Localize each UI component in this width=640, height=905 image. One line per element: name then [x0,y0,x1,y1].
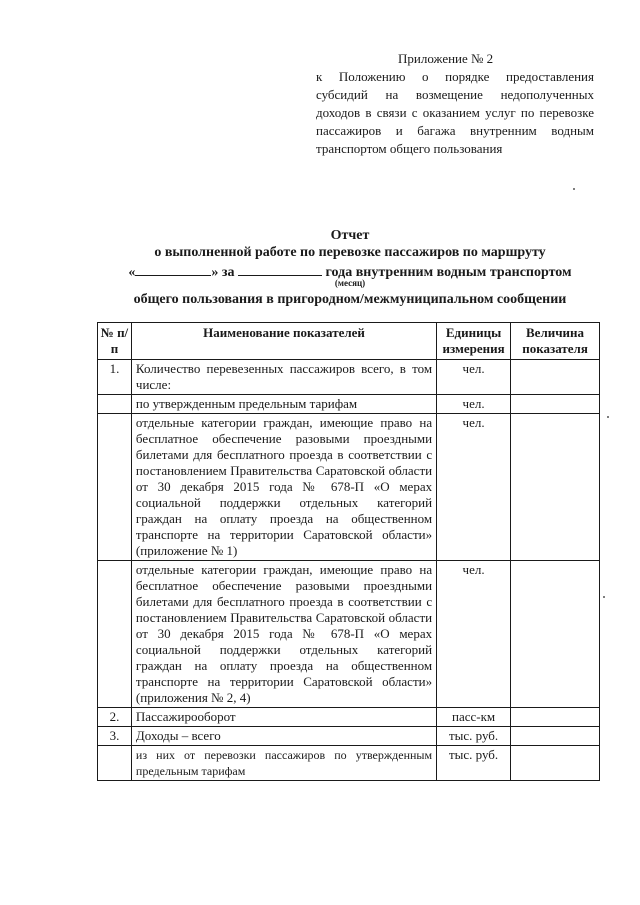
route-open-quote: « [128,265,136,280]
row-name: отдельные категории граждан, имеющие право на бесплатное обеспечение разовыми проездными билетами для бесплатного проезда в соответствии с постановлением Правительства Саратовской области от 30 декабря 2015 года № 678-П «О мерах социальной поддержки отдельных категорий граждан на оплату проезда на общественном транспорте на территории Саратовской области» (приложение № 1) [131,414,436,561]
row-name: Пассажирооборот [131,708,436,727]
row-unit: тыс. руб. [437,746,511,781]
row-unit: чел. [437,395,511,414]
year-transport-text: года внутренним водным транспортом [325,265,572,280]
header-name: Наименование показателей [131,323,436,360]
route-blank [135,263,211,276]
row-unit: чел. [437,414,511,561]
row-unit: тыс. руб. [437,727,511,746]
header-num: № п/п [98,323,132,360]
table-row [98,360,600,395]
scan-speck [573,188,575,190]
row-name: Количество перевезенных пассажиров всего, в том числе: [131,360,436,395]
report-title: Отчет [330,228,370,243]
report-table [97,322,600,781]
appendix-text: к Положению о порядке предоставления субсидий на возмещение недополученных доходов в связи с оказанием услуг по перевозке пассажиров и багажа внутренним водным транспортом общего пользования [316,69,594,156]
report-subtitle-line4: общего пользования в пригородном/межмуниципальном сообщении [133,292,567,307]
row-num [98,395,132,414]
row-name: по утвержденным предельным тарифам [131,395,436,414]
scan-speck [607,416,609,418]
row-num: 2. [98,708,132,727]
row-num: 3. [98,727,132,746]
month-caption: (месяц) [334,278,366,288]
row-unit: пасс-км [437,708,511,727]
row-unit: чел. [437,360,511,395]
row-value[interactable] [511,708,600,727]
row-unit: чел. [437,561,511,708]
row-value[interactable] [511,561,600,708]
row-num [98,746,132,781]
header-value: Величина показателя [511,323,600,360]
row-name: из них от перевозки пассажиров по утвержденным предельным тарифам [131,746,436,781]
row-value[interactable] [511,395,600,414]
row-value[interactable] [511,360,600,395]
table-row [98,708,600,727]
row-value[interactable] [511,746,600,781]
row-num [98,561,132,708]
table-row [98,727,600,746]
table-row [98,746,600,781]
report-subtitle: о выполненной работе по перевозке пассажиров по маршруту [154,245,546,260]
row-num: 1. [98,360,132,395]
row-num [98,414,132,561]
month-blank [238,263,322,276]
row-name: отдельные категории граждан, имеющие право на бесплатное обеспечение разовыми проездными билетами для бесплатного проезда в соответствии с постановлением Правительства Саратовской области от 30 декабря 2015 года № 678-П «О мерах социальной поддержки отдельных категорий граждан на оплату проезда на общественном транспорте на территории Саратовской области» (приложения № 2, 4) [131,561,436,708]
scan-speck [603,596,605,598]
table-row [98,561,600,708]
row-value[interactable] [511,414,600,561]
route-close-quote: » за [211,265,235,280]
table-header-row [98,323,600,360]
row-name: Доходы – всего [131,727,436,746]
table-row [98,414,600,561]
header-unit: Единицы измерения [437,323,511,360]
table-row [98,395,600,414]
row-value[interactable] [511,727,600,746]
appendix-number: Приложение № 2 [398,51,494,66]
appendix-block [316,50,594,158]
